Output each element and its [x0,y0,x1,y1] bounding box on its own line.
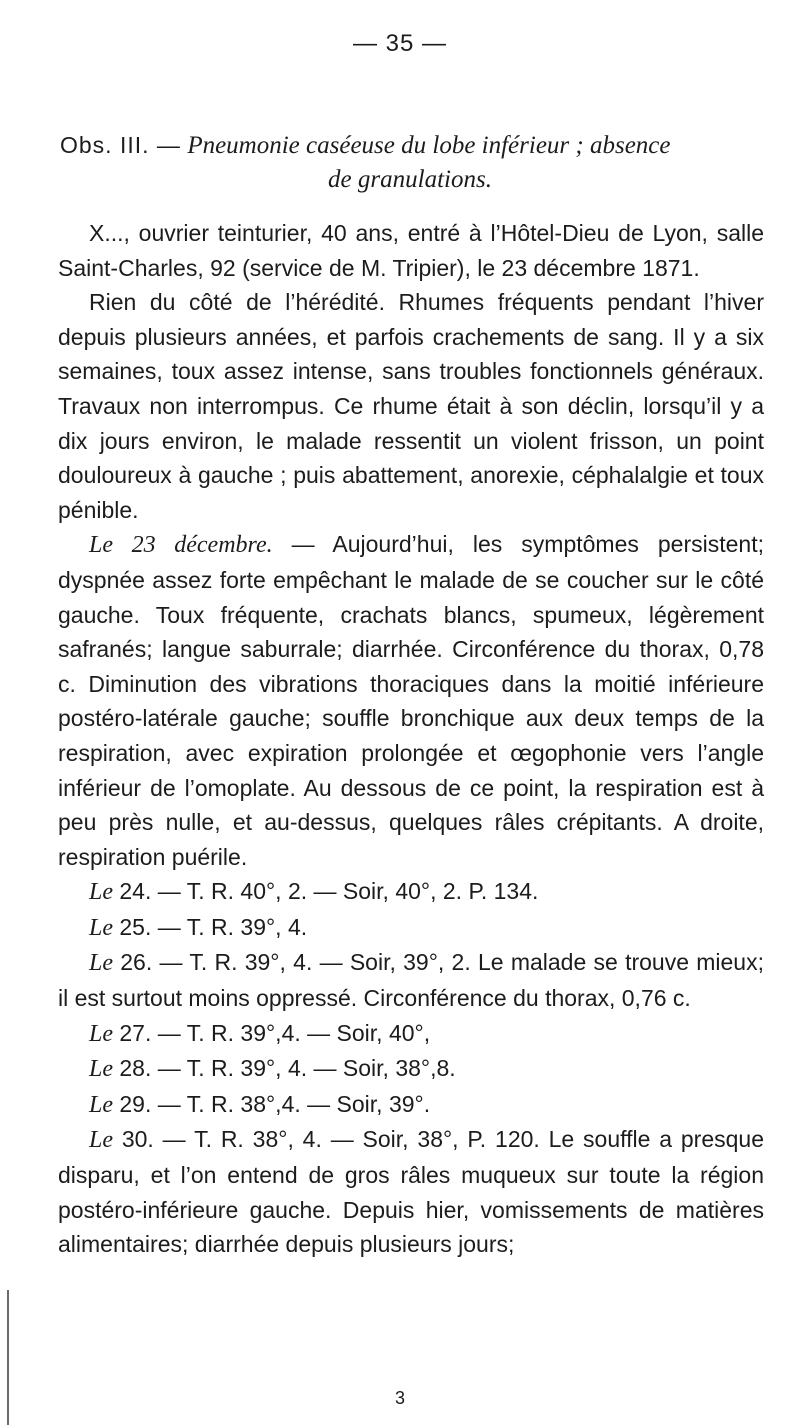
paragraph-day-30 [58,1122,764,1261]
paragraph-date: Le [89,1020,113,1047]
paragraph-day-29 [58,1087,764,1123]
paragraph-text: 25. — T. R. 39°, 4. [113,913,308,940]
scan-edge-shadow [7,1290,9,1425]
paragraph-text: 24. — T. R. 40°, 2. — Soir, 40°, 2. P. 134. [113,878,539,905]
paragraph-text: 26. — T. R. 39°, 4. — Soir, 39°, 2. Le malade se trouve mieux; il est surtout moins oppressé. Circonférence du thorax, 0,76 c. [58,949,764,1012]
paragraph-day-23 [58,527,764,874]
observation-title [60,128,760,197]
paragraph-day-28 [58,1051,764,1087]
paragraph-date: Le [89,1056,113,1083]
paragraph-date: Le [89,1127,113,1154]
observation-title-italic-line2: de granulations. [328,166,492,193]
paragraph-date: Le [89,950,113,977]
paragraph-text: 27. — T. R. 39°,4. — Soir, 40°, [113,1019,431,1046]
paragraph-text: 28. — T. R. 39°, 4. — Soir, 38°,8. [113,1055,456,1082]
paragraph-text: — Aujourd’hui, les symptômes persistent; dyspnée assez forte empêchant le malade de se coucher sur le côté gauche. Toux fréquente, crachats blancs, spumeux, légèrement safranés; langue saburrale; diarrhée. Circonférence du thorax, 0,78 c. Diminution des vibrations thoraciques dans la moitié inférieure postéro-latérale gauche; souffle bronchique aux deux temps de la respiration, avec expiration prolongée et œgophonie vers l’angle inférieur de l’omoplate. Au dessous de ce point, la respiration est à peu près nulle, et au-dessus, quelques râles crépitants. A droite, respiration puérile. [58,531,764,870]
paragraph-admission [58,216,764,285]
observation-title-italic: Pneumonie caséeuse du lobe inférieur ; absence [187,132,671,159]
signature-mark: 3 [394,1388,405,1408]
paragraph-text: X..., ouvrier teinturier, 40 ans, entré à l’Hôtel-Dieu de Lyon, salle Saint-Charles, 92 (service de M. Tripier), le 23 décembre 1871. [58,220,764,281]
paragraph-date: Le [89,879,113,906]
paragraph-day-24 [58,874,764,910]
paragraph-day-27 [58,1016,764,1052]
page-number: — 35 — [352,30,448,57]
observation-body [58,216,764,1262]
paragraph-text: Rien du côté de l’hérédité. Rhumes fréquents pendant l’hiver depuis plusieurs années, et parfois crachements de sang. Il y a six semaines, toux assez intense, sans troubles fonctionnels généraux. Travaux non interrompus. Ce rhume était à son déclin, lorsqu’il y a dix jours environ, le malade ressentit un violent frisson, un point douloureux à gauche ; puis abattement, anorexie, céphalalgie et toux pénible. [58,289,764,523]
paragraph-day-25 [58,910,764,946]
paragraph-text: 30. — T. R. 38°, 4. — Soir, 38°, P. 120. Le souffle a presque disparu, et l’on entend de gros râles muqueux sur toute la région postéro-inférieure gauche. Depuis hier, vomissements de matières alimentaires; diarrhée depuis plusieurs jours; [58,1126,764,1258]
paragraph-date: Le [89,1091,113,1118]
observation-label: Obs. III. — [60,132,181,158]
paragraph-day-26 [58,945,764,1015]
paragraph-history [58,285,764,527]
paragraph-text: 29. — T. R. 38°,4. — Soir, 39°. [113,1090,431,1117]
paragraph-date: Le 23 décembre. [89,532,273,559]
paragraph-date: Le [89,914,113,941]
